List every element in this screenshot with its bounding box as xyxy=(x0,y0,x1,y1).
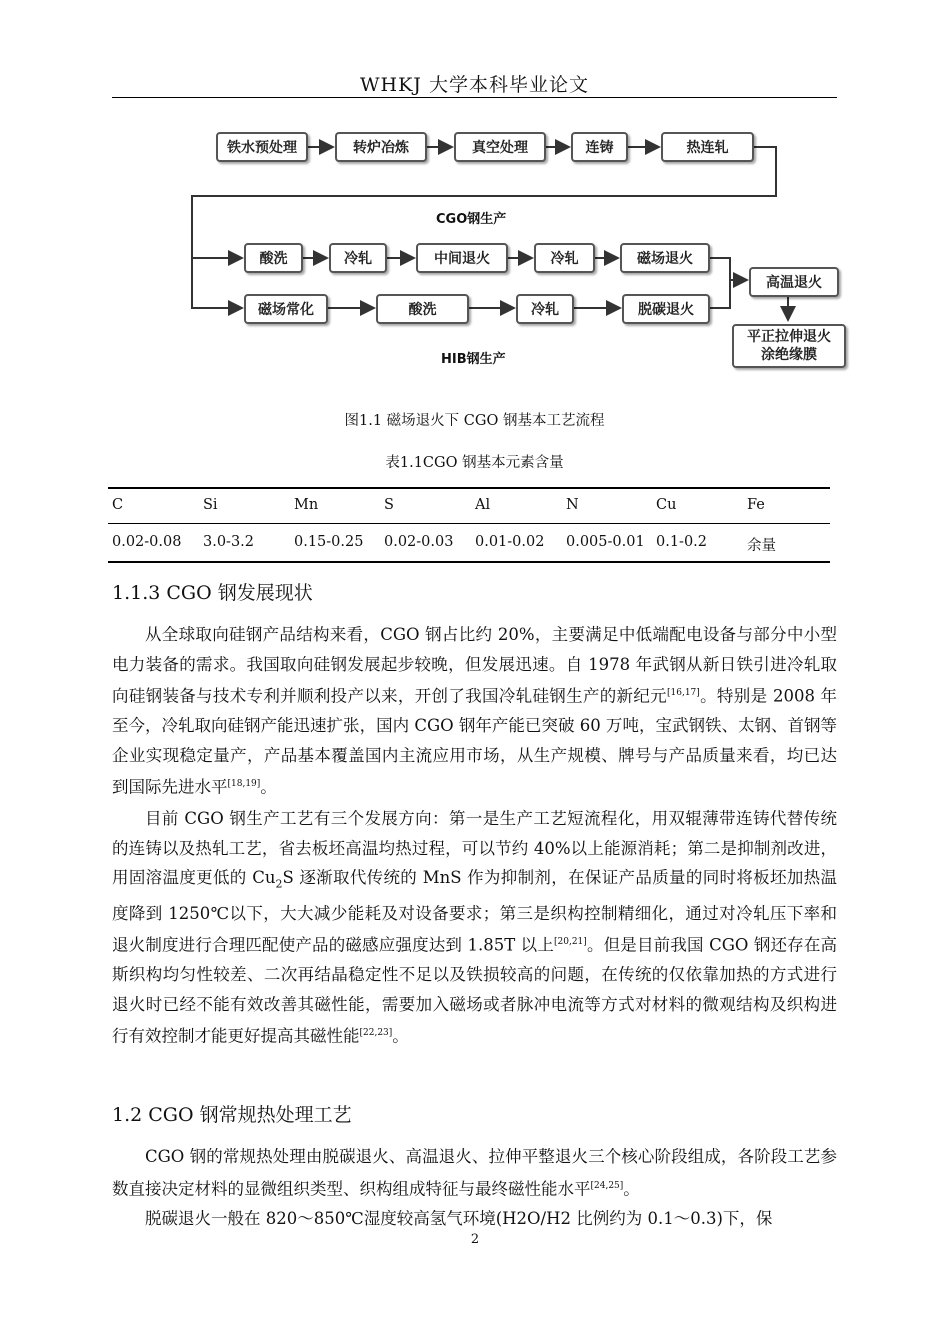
element-content-table xyxy=(108,487,830,561)
step-hot-rolling: 热连轧 xyxy=(661,132,754,162)
citation: [20,21] xyxy=(554,937,587,948)
header-cell: Fe xyxy=(747,497,765,513)
citation: [16,17] xyxy=(667,688,700,698)
header-cell: Mn xyxy=(294,497,319,513)
hib-step-magnetic-normalizing: 磁场常化 xyxy=(244,294,328,324)
hib-step-pickling: 酸洗 xyxy=(376,294,469,324)
process-flowchart xyxy=(170,120,870,380)
step-vacuum-treatment: 真空处理 xyxy=(454,132,546,162)
citation: [24,25] xyxy=(590,1180,624,1191)
subscript: 2 xyxy=(275,877,283,891)
p1-text-b: 。特别是 2008 年至今，冷轧取向硅钢产能迅速扩张，国内 CGO 钢年产能已突破 60 万吨，宝武钢铁、太钢、首钢等企业实现稳定量产，产品基本覆盖国内主流应用市场，从生产规模、牌号与产品质量来看，均已达到国际先进水平 xyxy=(112,686,838,797)
table-row xyxy=(108,524,830,561)
step-continuous-casting: 连铸 xyxy=(571,132,628,162)
step-coating-line: 涂绝缘膜 xyxy=(761,347,817,363)
step-high-temp-annealing: 高温退火 xyxy=(749,267,839,297)
table-bottom-rule xyxy=(108,561,830,563)
hib-production-label: HIB钢生产 xyxy=(441,352,506,367)
citation: [22,23] xyxy=(359,1028,393,1039)
p2-text-c: 。但是目前我国 CGO 钢还存在高斯织构均匀性较差、二次再结晶稳定性不足以及铁损较高的问题，在传统的仅依靠加热的方式进行退火时已经不能有效改善其磁性能，需要加入磁场或者脉冲电流等方式对材料的微观结构及织构进行有效控制才能更好提高其磁性能 xyxy=(112,935,838,1046)
paragraph-1 xyxy=(112,620,837,802)
table-cell: 0.02-0.03 xyxy=(384,534,454,550)
cgo-step-pickling: 酸洗 xyxy=(244,243,303,273)
header-rule xyxy=(112,97,837,98)
header-cell: C xyxy=(112,497,124,513)
header-cell: Cu xyxy=(656,497,677,513)
paragraph-2 xyxy=(112,804,837,1051)
table-cell: 0.01-0.02 xyxy=(475,534,545,550)
step-flattening-coating xyxy=(732,324,846,368)
cgo-step-cold-rolling-1: 冷轧 xyxy=(329,243,387,273)
cgo-production-label: CGO钢生产 xyxy=(436,212,507,227)
page-header: WHKJ 大学本科毕业论文 xyxy=(360,74,589,96)
section-heading-1-2: 1.2 CGO 钢常规热处理工艺 xyxy=(112,1104,352,1126)
figure-caption: 图1.1 磁场退火下 CGO 钢基本工艺流程 xyxy=(344,413,605,429)
table-caption: 表1.1CGO 钢基本元素含量 xyxy=(385,455,564,471)
hib-step-cold-rolling: 冷轧 xyxy=(516,294,574,324)
table-cell: 0.005-0.01 xyxy=(566,534,645,550)
p2-text-a: 目前 CGO 钢生产工艺有三个发展方向：第一是生产工艺短流程化，用双辊薄带连铸代替传统的连铸以及热轧工艺，省去板坯高温均热过程，可以节约 40%以上能源消耗；第二是抑制剂改进，用固溶温度更低的 Cu xyxy=(112,809,837,887)
cgo-step-intermediate-annealing: 中间退火 xyxy=(416,243,508,273)
p3-text-b: 。 xyxy=(623,1179,640,1198)
p2-text-d: 。 xyxy=(392,1026,409,1046)
table-cell: 余量 xyxy=(747,538,776,554)
step-converter-smelting: 转炉冶炼 xyxy=(335,132,427,162)
header-cell: S xyxy=(384,497,394,513)
table-cell: 0.15-0.25 xyxy=(294,534,364,550)
p2-text-b: S 逐渐取代传统的 MnS 作为抑制剂，在保证产品质量的同时将板坯加热温度降到 1250℃以下，大大减少能耗及对设备要求；第三是织构控制精细化，通过对冷轧压下率和退火制度进行合理匹配使产品的磁感应强度达到 1.85T 以上 xyxy=(112,868,837,955)
p1-text-a: 从全球取向硅钢产品结构来看，CGO 钢占比约 20%，主要满足中低端配电设备与部分中小型电力装备的需求。我国取向硅钢发展起步较晚，但发展迅速。自 1978 年武钢从新日铁引进冷轧取向硅钢装备与技术专利并顺利投产以来，开创了我国冷轧硅钢生产的新纪元 xyxy=(112,625,837,706)
table-cell: 3.0-3.2 xyxy=(203,534,255,550)
step-hot-metal-pretreatment: 铁水预处理 xyxy=(216,132,308,162)
p3-text-a: CGO 钢的常规热处理由脱碳退火、高温退火、拉伸平整退火三个核心阶段组成，各阶段工艺参数直接决定材料的显微组织类型、织构组成特征与最终磁性能水平 xyxy=(112,1147,837,1198)
table-header-row xyxy=(108,487,830,524)
cgo-step-magnetic-annealing: 磁场退火 xyxy=(620,243,710,273)
paragraph-3 xyxy=(112,1142,837,1204)
table-cell: 0.02-0.08 xyxy=(112,534,182,550)
p1-text-c: 。 xyxy=(260,777,277,797)
citation: [18,19] xyxy=(227,779,261,789)
header-cell: N xyxy=(566,497,579,513)
table-cell: 0.1-0.2 xyxy=(656,534,708,550)
header-cell: Si xyxy=(203,497,218,513)
paragraph-4: 脱碳退火一般在 820～850℃湿度较高氢气环境(H2O/H2 比例约为 0.1～0.3)下，保 xyxy=(145,1209,773,1228)
step-flattening-line: 平正拉伸退火 xyxy=(747,329,831,345)
cgo-step-cold-rolling-2: 冷轧 xyxy=(534,243,595,273)
section-heading-1-1-3: 1.1.3 CGO 钢发展现状 xyxy=(112,582,313,604)
hib-step-decarburization-annealing: 脱碳退火 xyxy=(622,294,710,324)
page-number: 2 xyxy=(470,1232,480,1247)
header-cell: Al xyxy=(475,497,491,513)
